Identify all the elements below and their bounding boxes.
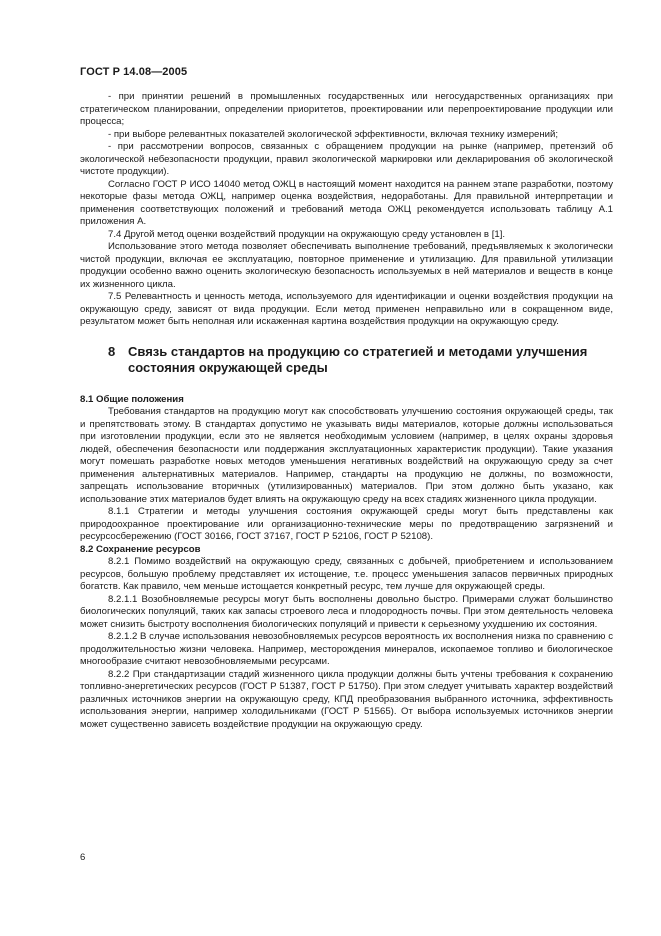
paragraph: - при принятии решений в промышленных государственных или негосударственных организациях при стратегическом планировании, определении приоритетов, проектировании или перепроектирование продукции или процесса; bbox=[80, 91, 613, 127]
paragraph: 8.2.1.2 В случае использования невозобновляемых ресурсов вероятность их восполнения низка по сравнению с продолжительностью жизни человека. Например, месторождения минералов, ископаемое топливо и биологическое многообразие считают невозобновляемыми ресурсами. bbox=[80, 631, 613, 667]
paragraph: 8.2.1.1 Возобновляемые ресурсы могут быть восполнены довольно быстро. Примерами служат большинство биологических популяций, таких как запасы строевого леса и плодородность почвы. При этом деятельность человека может снизить быстроту восполнения биологических популяций и привести к серьезному ухудшению их состояния. bbox=[80, 593, 613, 630]
section-title: Связь стандартов на продукцию со стратегией и методами улучшения состояния окружающей среды bbox=[128, 343, 588, 375]
paragraph: - при рассмотрении вопросов, связанных с обращением продукции на рынке (например, претензий об экологической небезопасности продукции, правил экологической маркировки или декларирования об экологической чистоте продукции). bbox=[80, 141, 613, 177]
paragraph: - при выборе релевантных показателей экологической эффективности, включая технику измерений; bbox=[108, 128, 559, 140]
page-number: 6 bbox=[80, 852, 86, 863]
section-heading bbox=[80, 344, 613, 376]
paragraph: 8.1.1 Стратегии и методы улучшения состояния окружающей среды могут быть представлены как природоохранное проектирование или организационно-технические меры по предотвращению загрязнений и ресурсосбережению (ГОСТ 30166, ГОСТ 37167, ГОСТ Р 52106, ГОСТ Р 52108). bbox=[80, 506, 613, 542]
subsection-heading: 8.1 Общие положения bbox=[80, 393, 184, 405]
paragraph: Согласно ГОСТ Р ИСО 14040 метод ОЖЦ в настоящий момент находится на раннем этапе разработки, поэтому некоторые фазы метода ОЖЦ, например оценка воздействия, недоработаны. Для правильной интерпретации и применения соответствующих положений и требований метода ОЖЦ рекомендуется использовать таблицу А.1 приложения А. bbox=[80, 178, 613, 227]
subsection-heading: 8.2 Сохранение ресурсов bbox=[80, 543, 201, 555]
paragraph: 7.4 Другой метод оценки воздействий продукции на окружающую среду установлен в [1]. bbox=[108, 228, 506, 240]
document-header: ГОСТ Р 14.08—2005 bbox=[80, 66, 188, 78]
paragraph: 7.5 Релевантность и ценность метода, используемого для идентификации и оценки воздействия продукции на окружающую среду, зависят от вида продукции. Если метод применен неправильно или в сокращенном виде, результатом может быть неполная или искаженная картина воздействия продукции на окружающую среду. bbox=[80, 291, 613, 327]
section-number: 8 bbox=[108, 343, 116, 359]
paragraph: Использование этого метода позволяет обеспечивать выполнение требований, предъявляемых к экологически чистой продукции, включая ее эксплуатацию, повторное применение и утилизацию. Для правильной утилизации продукции особенно важно оценить экологическую безопасность используемых в ней материалов и веществ в конце их жизненного цикла. bbox=[80, 241, 613, 290]
paragraph: Требования стандартов на продукцию могут как способствовать улучшению состояния окружающей среды, так и препятствовать этому. В стандартах допустимо не указывать виды материалов, которые должны использоваться при изготовлении продукции, если это не является необходимым условием (например, в целях охраны здоровья людей, обеспечения безопасности или поддержания эксплуатационных характеристик продукции). Такие указания могут помешать разработке новых методов уменьшения негативных воздействий на окружающую среду за счет применения альтернативных материалов. Например, стандарты на продукцию не должны, по возможности, запрещать использование вторичных (утилизированных) материалов. При этом должно быть указано, как использование этих материалов будет влиять на окружающую среду на всех стадиях жизненного цикла продукции. bbox=[80, 406, 613, 505]
document-body bbox=[80, 91, 613, 731]
paragraph: 8.2.2 При стандартизации стадий жизненного цикла продукции должны быть учтены требования к сохранению топливно-энергетических ресурсов (ГОСТ Р 51387, ГОСТ Р 51750). При этом следует учитывать характер воздействий различных источников энергии на окружающую среду, КПД преобразования выбранного источника, эффективность использования энергии, например холодильниками (ГОСТ Р 51565). От выбора используемых источников энергии может существенно зависеть воздействие продукции на окружающую среду. bbox=[80, 668, 613, 730]
paragraph: 8.2.1 Помимо воздействий на окружающую среду, связанных с добычей, приобретением и использованием ресурсов, большую проблему представляет их истощение, т.е. процесс уменьшения запасов первичных природных богатств. Как правило, чем меньше истощается конкретный ресурс, тем лучше для окружающей среды. bbox=[80, 556, 613, 592]
